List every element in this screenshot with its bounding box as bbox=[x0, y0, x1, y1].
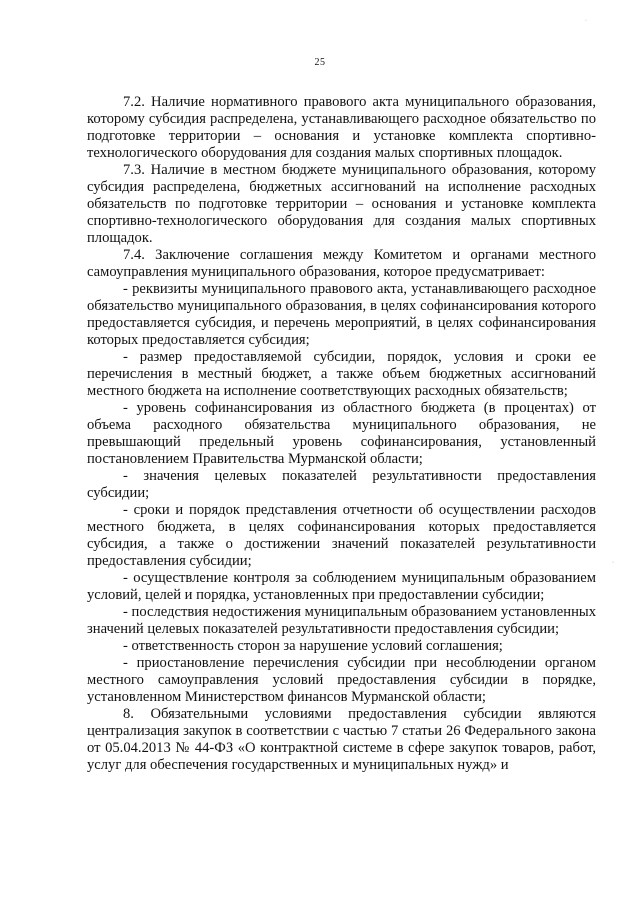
paragraph-7-4: 7.4. Заключение соглашения между Комитетом и органами местного самоуправления муниципального образования, которое предусматривает: bbox=[87, 247, 596, 280]
paragraph-8: 8. Обязательными условиями предоставления субсидии являются централизация закупок в соответствии с частью 7 статьи 26 Федерального закона от 05.04.2013 № 44-ФЗ «О контрактной системе в сфере закупок товаров, работ, услуг для обеспечения государственных и муниципальных нужд» и bbox=[87, 706, 596, 773]
list-item-subsidy-amount: - размер предоставляемой субсидии, порядок, условия и сроки ее перечисления в местный бюджет, а также объем бюджетных ассигнований местного бюджета на исполнение соответствующих расходных обязательств; bbox=[87, 349, 596, 399]
scan-speck: · bbox=[585, 18, 587, 24]
list-item-cofinancing-level: - уровень софинансирования из областного бюджета (в процентах) от объема расходного обязательства муниципального образования, не превышающий предельный уровень софинансирования, установленный постановлением Правительства Мурманской области; bbox=[87, 400, 596, 467]
scan-speck: · bbox=[612, 560, 614, 566]
list-item-reporting: - сроки и порядок представления отчетности об осуществлении расходов местного бюджета, в целях софинансирования которых предоставляется субсидия, а также о достижении значений показателей результативности предоставления субсидии; bbox=[87, 502, 596, 569]
list-item-requisites: - реквизиты муниципального правового акта, устанавливающего расходное обязательство муниципального образования, в целях софинансирования которого предоставляется субсидия, и перечень мероприятий, в целях софинансирования которых предоставляется субсидия; bbox=[87, 281, 596, 348]
list-item-consequences: - последствия недостижения муниципальным образованием установленных значений целевых показателей результативности предоставления субсидии; bbox=[87, 604, 596, 637]
list-item-responsibility: - ответственность сторон за нарушение условий соглашения; bbox=[123, 638, 503, 654]
list-item-suspension: - приостановление перечисления субсидии при несоблюдении органом местного самоуправления условий предоставления субсидии в порядке, установленном Министерством финансов Мурманской области; bbox=[87, 655, 596, 705]
list-item-control: - осуществление контроля за соблюдением муниципальным образованием условий, целей и порядка, установленных при предоставлении субсидии; bbox=[87, 570, 596, 603]
list-item-target-indicators: - значения целевых показателей результативности предоставления субсидии; bbox=[87, 468, 596, 501]
paragraph-7-3: 7.3. Наличие в местном бюджете муниципального образования, которому субсидия распределена, бюджетных ассигнований на исполнение расходных обязательств по подготовке территории – основания и установке комплекта спортивно-технологического оборудования для создания малых спортивных площадок. bbox=[87, 162, 596, 246]
paragraph-7-2: 7.2. Наличие нормативного правового акта муниципального образования, которому субсидия распределена, устанавливающего расходное обязательство по подготовке территории – основания и установке комплекта спортивно-технологического оборудования для создания малых спортивных площадок. bbox=[87, 94, 596, 161]
page-number: 25 bbox=[314, 57, 326, 68]
document-body bbox=[87, 94, 596, 774]
